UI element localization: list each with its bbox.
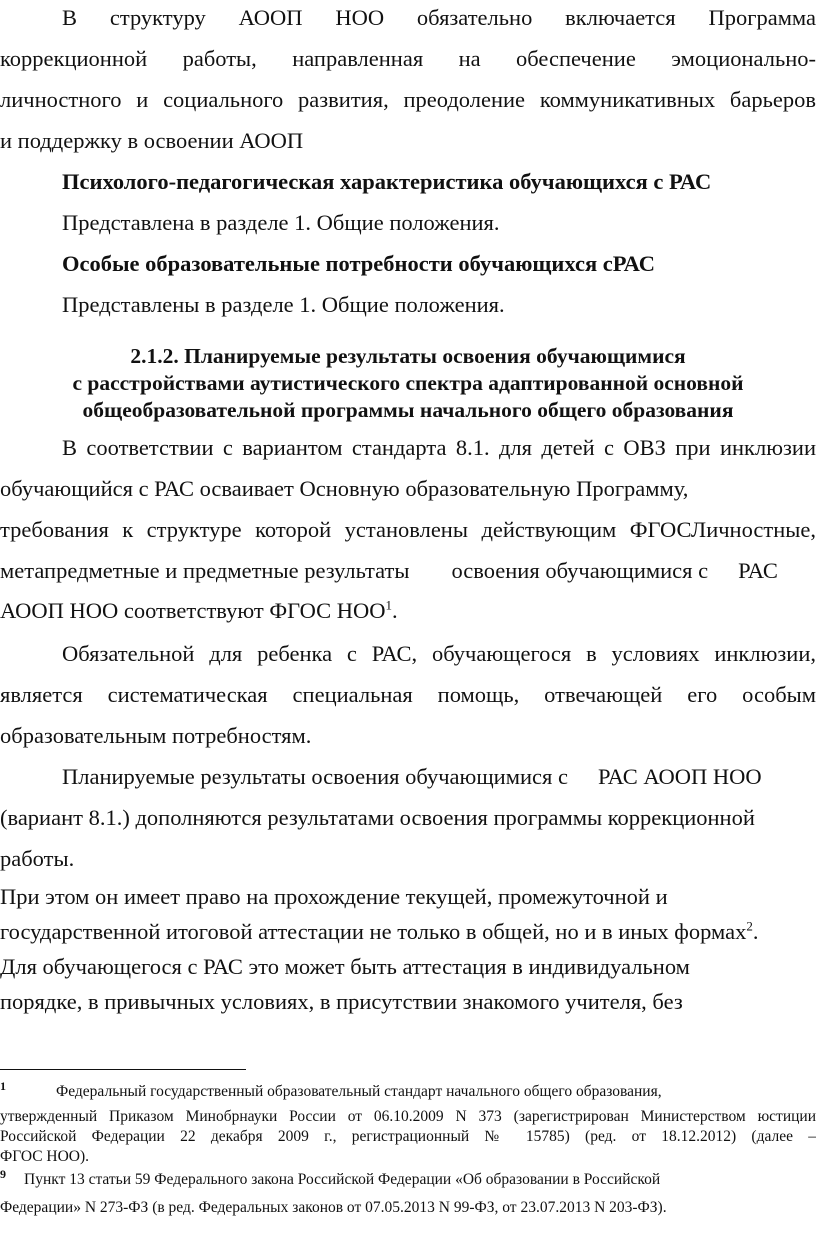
paragraph-line: АООП НОО соответствуют ФГОС НОО$^1$. <box>0 597 398 623</box>
footnote-line: ФГОС НОО). <box>0 1148 90 1165</box>
paragraph-line: Для обучающегося с РАС это может быть аттестация в индивидуальном <box>0 954 690 979</box>
paragraph-line: является систематическая специальная помощь, отвечающей его особым <box>0 682 816 707</box>
footnote-line: 1 Федеральный государственный образовательный стандарт начального общего образования, <box>0 1078 662 1100</box>
paragraph-line: Планируемые результаты освоения обучающимися с РАС АООП НОО <box>62 764 762 789</box>
paragraph-line: В соответствии с вариантом стандарта 8.1. для детей с ОВЗ при инклюзии <box>62 435 816 460</box>
paragraph-line: коррекционной работы, направленная на обеспечение эмоционально- <box>0 46 816 71</box>
paragraph-line: Представлена в разделе 1. Общие положения. <box>62 210 500 235</box>
footnote-line: утвержденный Приказом Минобрнауки России от 06.10.2009 N 373 (зарегистрирован Министерством юстиции <box>0 1108 816 1125</box>
subheading-needs: Особые образовательные потребности обучающихся сРАС <box>62 251 655 276</box>
section-title-line: общеобразовательной программы начального общего образования <box>82 398 734 422</box>
subheading-characteristics: Психолого-педагогическая характеристика обучающихся с РАС <box>62 169 712 194</box>
footnote-line: 9 Пункт 13 статьи 59 Федерального закона Российской Федерации «Об образовании в Российской <box>0 1166 661 1188</box>
paragraph-line: В структуру АООП НОО обязательно включается Программа <box>62 5 816 30</box>
paragraph-line: Обязательной для ребенка с РАС, обучающегося в условиях инклюзии, <box>62 641 816 666</box>
paragraph-line: образовательным потребностям. <box>0 723 312 748</box>
paragraph-line: При этом он имеет право на прохождение текущей, промежуточной и <box>0 884 668 909</box>
footnote-line: Российской Федерации 22 декабря 2009 г., регистрационный № 15785) (ред. от 18.12.2012) (далее – <box>0 1128 816 1145</box>
paragraph-line: порядке, в привычных условиях, в присутствии знакомого учителя, без <box>0 989 683 1014</box>
paragraph-line: Представлены в разделе 1. Общие положения. <box>62 292 505 317</box>
footnote-separator <box>0 1069 246 1070</box>
paragraph-line: (вариант 8.1.) дополняются результатами освоения программы коррекционной <box>0 805 755 830</box>
footnote-ref-2[interactable]: 2 <box>746 918 753 934</box>
paragraph-line: работы. <box>0 846 75 871</box>
paragraph-line: личностного и социального развития, преодоление коммуникативных барьеров <box>0 87 816 112</box>
footnote-ref-1[interactable]: 1 <box>385 597 392 613</box>
paragraph-line: обучающийся с РАС осваивает Основную образовательную Программу, <box>0 476 689 501</box>
section-title-line: 2.1.2. Планируемые результаты освоения обучающимися <box>130 344 686 368</box>
footnote-line: Федерации» N 273-ФЗ (в ред. Федеральных законов от 07.05.2013 N 99-ФЗ, от 23.07.2013 N 203-ФЗ). <box>0 1199 667 1216</box>
section-title-line: с расстройствами аутистического спектра адаптированной основной <box>72 371 744 395</box>
paragraph-line: и поддержку в освоении АООП <box>0 128 304 153</box>
paragraph-line: метапредметные и предметные результаты освоения обучающимися с РАС <box>0 558 778 583</box>
paragraph-line: требования к структуре которой установлены действующим ФГОСЛичностные, <box>0 517 816 542</box>
paragraph-line: государственной итоговой аттестации не только в общей, но и в иных формах$^2$. <box>0 918 759 944</box>
